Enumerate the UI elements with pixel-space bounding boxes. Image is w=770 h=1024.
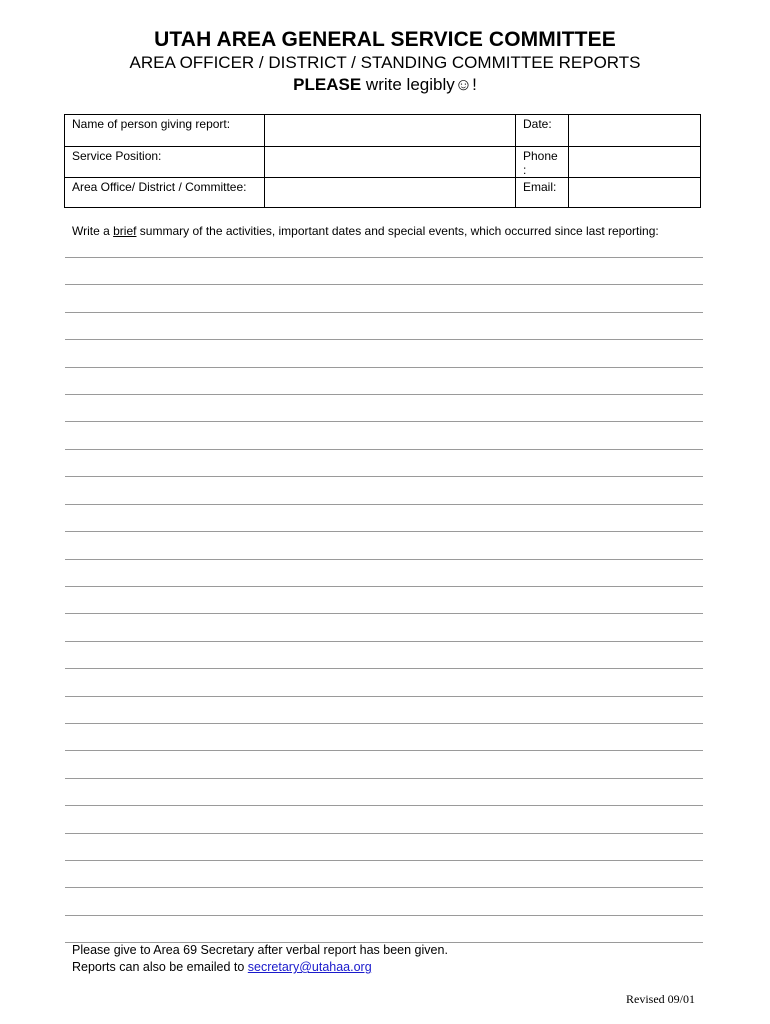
email-label: Email: bbox=[516, 178, 569, 208]
phone-label-text: Phone bbox=[523, 149, 558, 163]
service-position-field[interactable] bbox=[265, 147, 516, 178]
secretary-email-link[interactable]: secretary@utahaa.org bbox=[247, 960, 372, 974]
info-table bbox=[64, 114, 701, 208]
form-subtitle: AREA OFFICER / DISTRICT / STANDING COMMITTEE REPORTS bbox=[129, 53, 641, 72]
summary-line[interactable] bbox=[65, 641, 703, 642]
phone-field[interactable] bbox=[569, 147, 701, 178]
name-field[interactable] bbox=[265, 115, 516, 147]
area-office-label: Area Office/ District / Committee: bbox=[65, 178, 265, 208]
please-rest: write legibly☺! bbox=[361, 75, 477, 94]
summary-line[interactable] bbox=[65, 887, 703, 888]
summary-line[interactable] bbox=[65, 613, 703, 614]
date-label: Date: bbox=[516, 115, 569, 147]
summary-line[interactable] bbox=[65, 778, 703, 779]
summary-line[interactable] bbox=[65, 915, 703, 916]
service-position-label: Service Position: bbox=[65, 147, 265, 178]
summary-line[interactable] bbox=[65, 805, 703, 806]
summary-line[interactable] bbox=[65, 421, 703, 422]
footer-note bbox=[72, 942, 448, 976]
summary-line[interactable] bbox=[65, 559, 703, 560]
please-line bbox=[0, 75, 770, 95]
summary-instruction bbox=[72, 224, 659, 238]
instruction-before: Write a bbox=[72, 224, 114, 238]
summary-line[interactable] bbox=[65, 723, 703, 724]
summary-line[interactable] bbox=[65, 586, 703, 587]
summary-line[interactable] bbox=[65, 284, 703, 285]
summary-line[interactable] bbox=[65, 668, 703, 669]
footer-line-2 bbox=[72, 959, 448, 976]
summary-line[interactable] bbox=[65, 449, 703, 450]
footer-line-1: Please give to Area 69 Secretary after verbal report has been given. bbox=[72, 943, 448, 957]
please-bold: PLEASE bbox=[293, 75, 362, 94]
summary-line[interactable] bbox=[65, 504, 703, 505]
summary-line[interactable] bbox=[65, 476, 703, 477]
date-field[interactable] bbox=[569, 115, 701, 147]
name-label: Name of person giving report: bbox=[65, 115, 265, 147]
summary-line[interactable] bbox=[65, 531, 703, 532]
summary-line[interactable] bbox=[65, 833, 703, 834]
email-field[interactable] bbox=[569, 178, 701, 208]
phone-label-colon: : bbox=[523, 163, 527, 177]
phone-label bbox=[516, 147, 569, 178]
revision-date: Revised 09/01 bbox=[626, 992, 695, 1006]
summary-line[interactable] bbox=[65, 860, 703, 861]
summary-line[interactable] bbox=[65, 394, 703, 395]
summary-line[interactable] bbox=[65, 750, 703, 751]
footer-line-2-prefix: Reports can also be emailed to bbox=[72, 960, 248, 974]
summary-line[interactable] bbox=[65, 339, 703, 340]
instruction-underlined: brief bbox=[113, 224, 137, 238]
summary-line[interactable] bbox=[65, 367, 703, 368]
summary-line[interactable] bbox=[65, 257, 703, 258]
area-office-field[interactable] bbox=[265, 178, 516, 208]
form-title: UTAH AREA GENERAL SERVICE COMMITTEE bbox=[154, 28, 616, 51]
summary-line[interactable] bbox=[65, 312, 703, 313]
summary-line[interactable] bbox=[65, 696, 703, 697]
instruction-after: summary of the activities, important dates and special events, which occurred since last reporting: bbox=[136, 224, 659, 238]
